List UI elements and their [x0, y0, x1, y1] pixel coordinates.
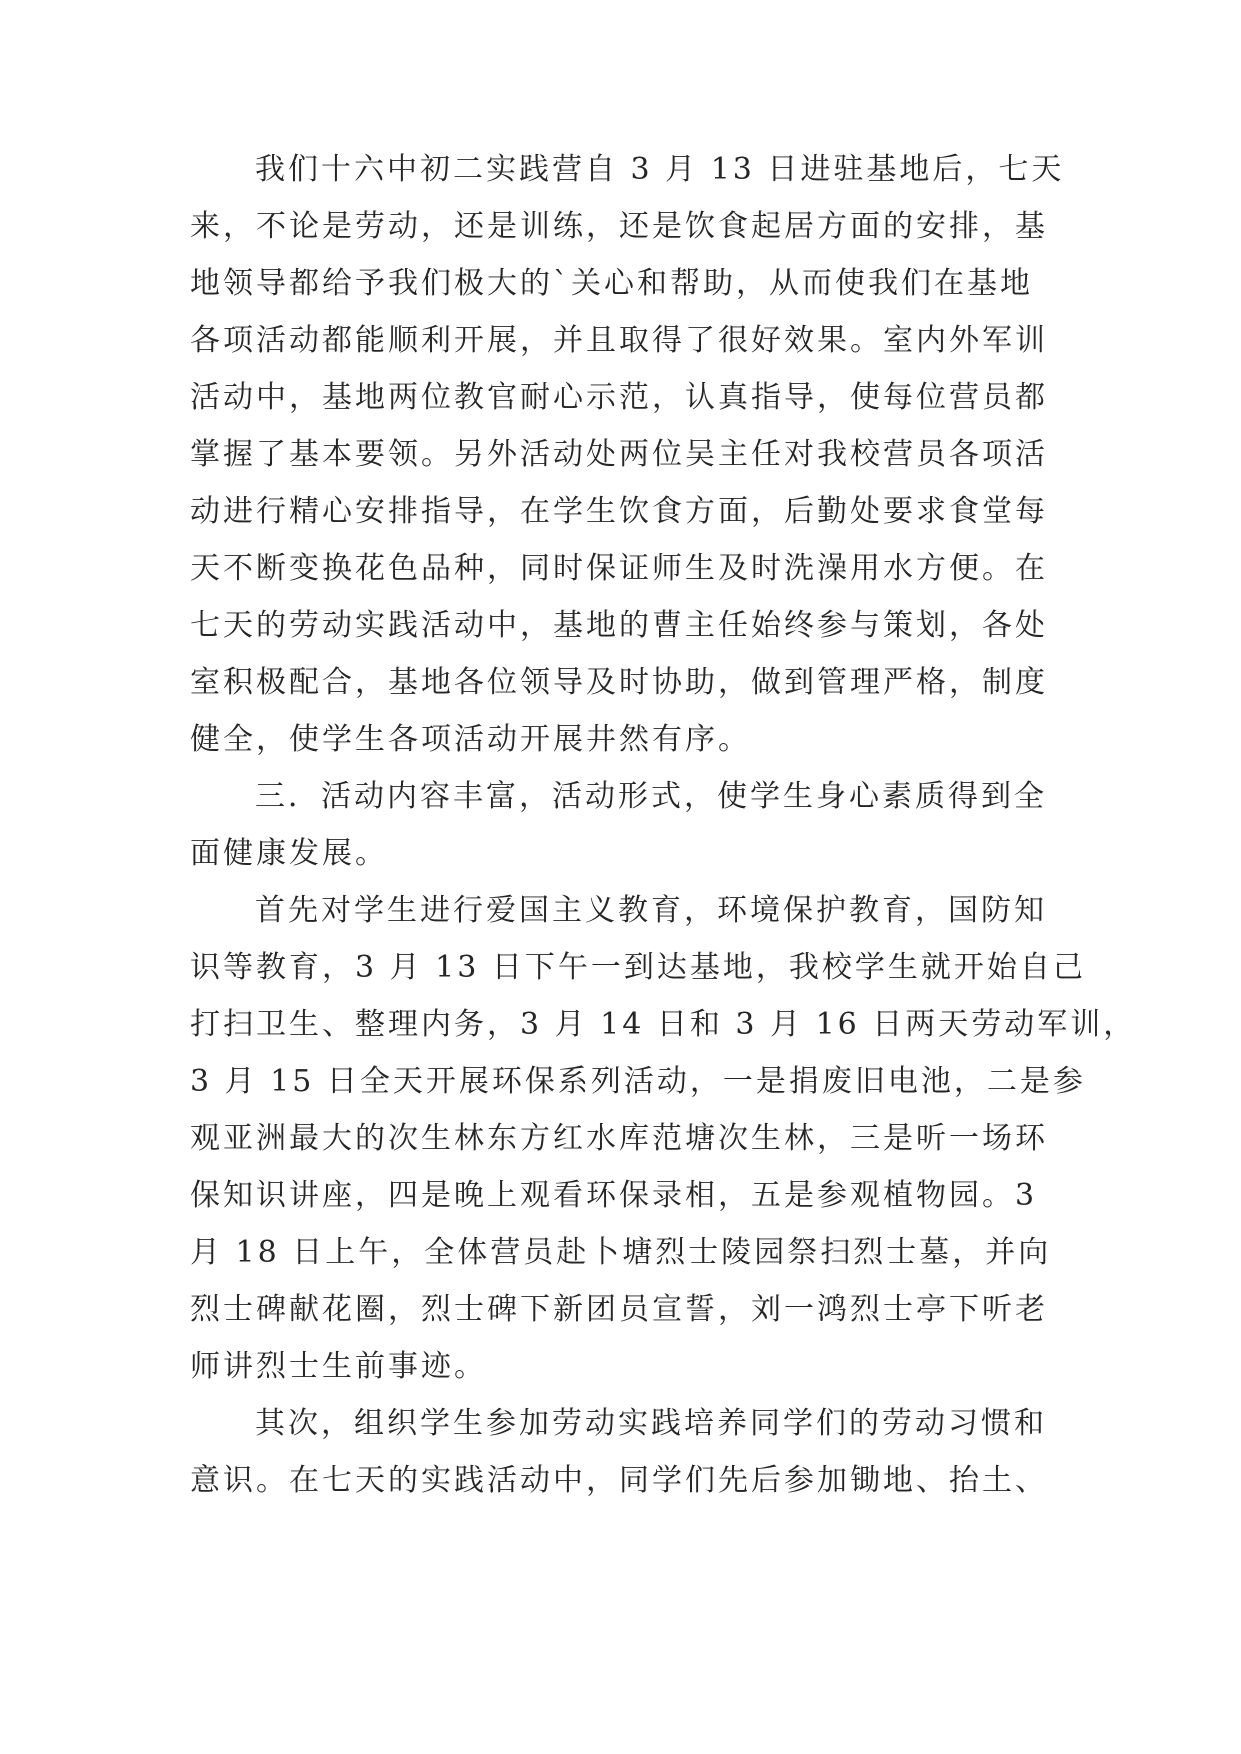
text-line: 打扫卫生、整理内务，3 月 14 日和 3 月 16 日两天劳动军训， — [190, 1007, 1137, 1042]
text-line: 我们十六中初二实践营自 3 月 13 日进驻基地后，七天 — [255, 152, 1065, 187]
text-line: 天不断变换花色品种，同时保证师生及时洗澡用水方便。在 — [190, 551, 1048, 586]
section-heading: 三．活动内容丰富，活动形式，使学生身心素质得到全 — [255, 779, 1047, 814]
text-line: 观亚洲最大的次生林东方红水库范塘次生林，三是听一场环 — [190, 1121, 1048, 1156]
text-line: 其次，组织学生参加劳动实践培养同学们的劳动习惯和 — [255, 1406, 1047, 1441]
text-line: 保知识讲座，四是晚上观看环保录相，五是参观植物园。3 — [190, 1178, 1038, 1213]
text-line: 3 月 15 日全天开展环保系列活动，一是捐废旧电池，二是参 — [190, 1064, 1086, 1099]
text-line: 首先对学生进行爱国主义教育，环境保护教育，国防知 — [255, 893, 1047, 928]
text-line: 师讲烈士生前事迹。 — [190, 1349, 487, 1384]
text-line: 掌握了基本要领。另外活动处两位吴主任对我校营员各项活 — [190, 437, 1048, 472]
text-line: 来，不论是劳动，还是训练，还是饮食起居方面的安排，基 — [190, 209, 1048, 244]
text-line: 月 18 日上午，全体营员赴卜塘烈士陵园祭扫烈士墓，并向 — [190, 1235, 1052, 1270]
text-line: 活动中，基地两位教官耐心示范，认真指导，使每位营员都 — [190, 380, 1048, 415]
text-line: 健全，使学生各项活动开展井然有序。 — [190, 722, 751, 757]
text-line: 识等教育，3 月 13 日下午一到达基地，我校学生就开始自己 — [190, 950, 1086, 985]
text-line: 烈士碑献花圈，烈士碑下新团员宣誓，刘一鸿烈士亭下听老 — [190, 1292, 1048, 1327]
text-line: 七天的劳动实践活动中，基地的曹主任始终参与策划，各处 — [190, 608, 1048, 643]
text-line: 地领导都给予我们极大的`关心和帮助，从而使我们在基地 — [190, 266, 1033, 301]
text-line: 各项活动都能顺利开展，并且取得了很好效果。室内外军训 — [190, 323, 1048, 358]
text-line: 室积极配合，基地各位领导及时协助，做到管理严格，制度 — [190, 665, 1048, 700]
text-line: 动进行精心安排指导，在学生饮食方面，后勤处要求食堂每 — [190, 494, 1048, 529]
section-heading-cont: 面健康发展。 — [190, 836, 388, 871]
text-line: 意识。在七天的实践活动中，同学们先后参加锄地、抬土、 — [190, 1463, 1048, 1498]
